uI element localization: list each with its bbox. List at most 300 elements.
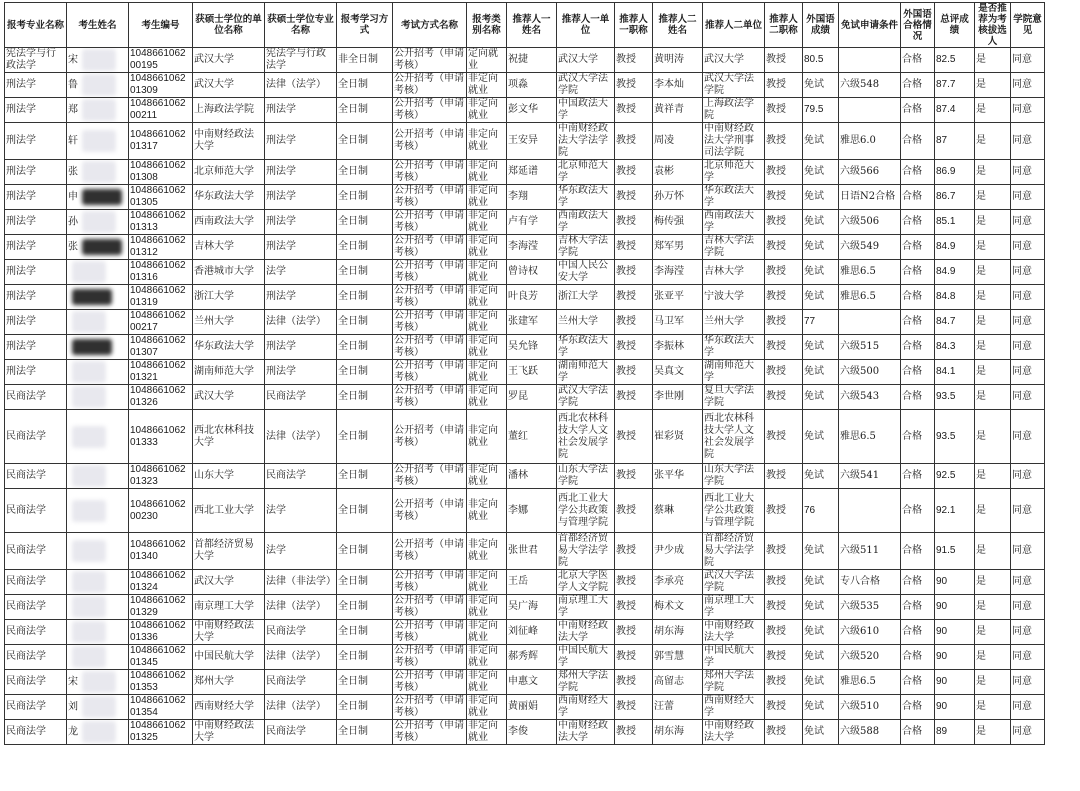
cell-ref1-name: 黄丽娟 [507, 695, 557, 720]
cell-major: 民商法学 [5, 620, 67, 645]
cell-ref2-unit: 中南财经政法大学刑事司法学院 [703, 123, 765, 160]
table-row [5, 695, 1045, 720]
col-recommended-header: 是否推荐为考核拔选人 [975, 3, 1011, 48]
cell-ref2-unit: 西北工业大学公共政策与管理学院 [703, 489, 765, 533]
cell-recommended: 是 [975, 464, 1011, 489]
cell-study-mode: 全日制 [337, 720, 393, 745]
cell-ref1-title: 教授 [615, 489, 653, 533]
cell-ref2-name: 郭雪慧 [653, 645, 703, 670]
cell-ref1-title: 教授 [615, 570, 653, 595]
cell-college-opinion: 同意 [1011, 645, 1045, 670]
cell-category: 非定向就业 [467, 595, 507, 620]
cell-study-mode: 全日制 [337, 695, 393, 720]
cell-exempt-cond [839, 98, 901, 123]
cell-exam-id: 104866106201353 [129, 670, 193, 695]
cell-exempt-cond: 六级588 [839, 720, 901, 745]
cell-degree-major: 刑法学 [265, 98, 337, 123]
cell-exam-method: 公开招考（申请考核） [393, 620, 467, 645]
cell-college-opinion: 同意 [1011, 98, 1045, 123]
cell-study-mode: 全日制 [337, 570, 393, 595]
cell-category: 非定向就业 [467, 385, 507, 410]
cell-ref1-unit: 北京大学医学人文学院 [557, 570, 615, 595]
cell-degree-school: 山东大学 [193, 464, 265, 489]
cell-degree-major: 法律（法学） [265, 410, 337, 464]
cell-exempt-cond: 雅思6.0 [839, 123, 901, 160]
cell-degree-school: 华东政法大学 [193, 185, 265, 210]
cell-ref2-title: 教授 [765, 720, 803, 745]
cell-foreign-pass: 合格 [901, 123, 935, 160]
cell-study-mode: 全日制 [337, 533, 393, 570]
cell-exam-id: 104866106201309 [129, 73, 193, 98]
cell-student-name [67, 464, 129, 489]
cell-degree-major: 刑法学 [265, 335, 337, 360]
cell-ref1-unit: 首都经济贸易大学法学院 [557, 533, 615, 570]
cell-ref2-unit: 湖南师范大学 [703, 360, 765, 385]
table-row [5, 160, 1045, 185]
cell-major: 刑法学 [5, 310, 67, 335]
cell-ref1-name: 王飞跃 [507, 360, 557, 385]
cell-exempt-cond: 雅思6.5 [839, 285, 901, 310]
cell-ref1-title: 教授 [615, 695, 653, 720]
cell-exam-method: 公开招考（申请考核） [393, 98, 467, 123]
cell-degree-school: 兰州大学 [193, 310, 265, 335]
cell-foreign-pass: 合格 [901, 260, 935, 285]
cell-foreign-score: 免试 [803, 335, 839, 360]
cell-foreign-pass: 合格 [901, 533, 935, 570]
cell-foreign-score: 免试 [803, 595, 839, 620]
cell-college-opinion: 同意 [1011, 48, 1045, 73]
cell-degree-major: 民商法学 [265, 464, 337, 489]
cell-degree-major: 宪法学与行政法学 [265, 48, 337, 73]
col-ref1-unit-header: 推荐人一单位 [557, 3, 615, 48]
cell-study-mode: 全日制 [337, 235, 393, 260]
table-row [5, 123, 1045, 160]
cell-recommended: 是 [975, 310, 1011, 335]
cell-ref2-title: 教授 [765, 620, 803, 645]
cell-recommended: 是 [975, 123, 1011, 160]
cell-college-opinion: 同意 [1011, 670, 1045, 695]
redaction-blur [82, 696, 116, 718]
redaction-blur [82, 99, 116, 121]
cell-recommended: 是 [975, 360, 1011, 385]
cell-ref2-unit: 中南财经政法大学 [703, 720, 765, 745]
cell-degree-major: 刑法学 [265, 235, 337, 260]
table-row [5, 489, 1045, 533]
cell-degree-school: 西北工业大学 [193, 489, 265, 533]
cell-total-score: 90 [935, 670, 975, 695]
cell-ref2-title: 教授 [765, 464, 803, 489]
cell-degree-major: 刑法学 [265, 285, 337, 310]
cell-ref2-title: 教授 [765, 210, 803, 235]
cell-exam-id: 104866106200217 [129, 310, 193, 335]
cell-foreign-pass: 合格 [901, 185, 935, 210]
student-name-text: 刘 [68, 701, 78, 713]
cell-degree-major: 刑法学 [265, 160, 337, 185]
col-foreign-pass-header: 外国语合格情况 [901, 3, 935, 48]
cell-ref1-title: 教授 [615, 385, 653, 410]
cell-ref1-name: 潘林 [507, 464, 557, 489]
cell-ref2-unit: 武汉大学法学院 [703, 73, 765, 98]
cell-study-mode: 全日制 [337, 185, 393, 210]
cell-category: 非定向就业 [467, 285, 507, 310]
cell-major: 刑法学 [5, 360, 67, 385]
cell-exam-id: 104866106201316 [129, 260, 193, 285]
cell-study-mode: 全日制 [337, 98, 393, 123]
cell-ref1-title: 教授 [615, 160, 653, 185]
cell-college-opinion: 同意 [1011, 235, 1045, 260]
cell-exam-id: 104866106201317 [129, 123, 193, 160]
cell-degree-school: 吉林大学 [193, 235, 265, 260]
cell-study-mode: 全日制 [337, 464, 393, 489]
cell-degree-major: 法学 [265, 489, 337, 533]
cell-degree-school: 南京理工大学 [193, 595, 265, 620]
cell-ref2-name: 胡东海 [653, 720, 703, 745]
cell-ref2-unit: 郑州大学法学院 [703, 670, 765, 695]
cell-exempt-cond: 六级515 [839, 335, 901, 360]
table-row [5, 73, 1045, 98]
cell-foreign-pass: 合格 [901, 645, 935, 670]
cell-exam-id: 104866106200230 [129, 489, 193, 533]
cell-total-score: 87.7 [935, 73, 975, 98]
col-college-opinion-header: 学院意见 [1011, 3, 1045, 48]
cell-study-mode: 全日制 [337, 123, 393, 160]
table-row [5, 385, 1045, 410]
cell-exam-id: 104866106201354 [129, 695, 193, 720]
cell-college-opinion: 同意 [1011, 210, 1045, 235]
cell-major: 民商法学 [5, 410, 67, 464]
cell-ref1-name: 李娜 [507, 489, 557, 533]
cell-exempt-cond: 六级549 [839, 235, 901, 260]
col-ref2-name-header: 推荐人二姓名 [653, 3, 703, 48]
student-name-text: 郑 [68, 104, 78, 116]
cell-ref1-title: 教授 [615, 645, 653, 670]
cell-exam-method: 公开招考（申请考核） [393, 570, 467, 595]
cell-category: 非定向就业 [467, 335, 507, 360]
cell-degree-school: 浙江大学 [193, 285, 265, 310]
cell-major: 民商法学 [5, 570, 67, 595]
cell-degree-school: 西南政法大学 [193, 210, 265, 235]
header-row [5, 3, 1045, 48]
cell-ref2-unit: 兰州大学 [703, 310, 765, 335]
cell-category: 非定向就业 [467, 123, 507, 160]
cell-degree-major: 民商法学 [265, 385, 337, 410]
cell-college-opinion: 同意 [1011, 695, 1045, 720]
cell-exam-method: 公开招考（申请考核） [393, 720, 467, 745]
cell-college-opinion: 同意 [1011, 720, 1045, 745]
cell-degree-major: 民商法学 [265, 670, 337, 695]
cell-degree-major: 法律（法学） [265, 73, 337, 98]
redaction-blur [82, 671, 116, 693]
cell-student-name [67, 185, 129, 210]
cell-foreign-pass: 合格 [901, 695, 935, 720]
cell-exempt-cond: 雅思6.5 [839, 260, 901, 285]
cell-degree-major: 民商法学 [265, 720, 337, 745]
cell-foreign-score: 免试 [803, 570, 839, 595]
cell-major: 刑法学 [5, 260, 67, 285]
cell-exam-id: 104866106201340 [129, 533, 193, 570]
cell-exempt-cond: 雅思6.5 [839, 410, 901, 464]
cell-ref1-title: 教授 [615, 533, 653, 570]
cell-college-opinion: 同意 [1011, 285, 1045, 310]
cell-exempt-cond: 六级510 [839, 695, 901, 720]
cell-total-score: 84.1 [935, 360, 975, 385]
table-row [5, 285, 1045, 310]
cell-ref2-name: 黄明涛 [653, 48, 703, 73]
table-row [5, 670, 1045, 695]
cell-foreign-score: 免试 [803, 720, 839, 745]
cell-foreign-pass: 合格 [901, 160, 935, 185]
cell-ref2-title: 教授 [765, 185, 803, 210]
table-row [5, 620, 1045, 645]
cell-foreign-pass: 合格 [901, 235, 935, 260]
cell-foreign-pass: 合格 [901, 595, 935, 620]
cell-student-name [67, 595, 129, 620]
cell-degree-major: 法律（非法学） [265, 570, 337, 595]
cell-foreign-score: 免试 [803, 360, 839, 385]
redaction-blur [82, 130, 116, 152]
cell-exempt-cond: 六级543 [839, 385, 901, 410]
cell-student-name [67, 720, 129, 745]
col-total-score-header: 总评成绩 [935, 3, 975, 48]
cell-total-score: 89 [935, 720, 975, 745]
cell-ref2-title: 教授 [765, 260, 803, 285]
redaction-blur [72, 311, 106, 333]
cell-study-mode: 全日制 [337, 310, 393, 335]
cell-ref2-title: 教授 [765, 310, 803, 335]
redaction-blur [82, 161, 116, 183]
cell-ref2-name: 郑军男 [653, 235, 703, 260]
cell-exam-method: 公开招考（申请考核） [393, 645, 467, 670]
cell-exempt-cond: 专八合格 [839, 570, 901, 595]
cell-degree-major: 刑法学 [265, 185, 337, 210]
redaction-blur [72, 261, 106, 283]
cell-ref2-name: 李世刚 [653, 385, 703, 410]
cell-ref1-unit: 兰州大学 [557, 310, 615, 335]
cell-total-score: 86.7 [935, 185, 975, 210]
cell-ref1-unit: 吉林大学法学院 [557, 235, 615, 260]
cell-exempt-cond: 六级535 [839, 595, 901, 620]
cell-degree-school: 中南财经政法大学 [193, 720, 265, 745]
cell-total-score: 90 [935, 645, 975, 670]
cell-degree-major: 刑法学 [265, 360, 337, 385]
redaction-blur [72, 540, 106, 562]
cell-college-opinion: 同意 [1011, 310, 1045, 335]
cell-exempt-cond: 六级511 [839, 533, 901, 570]
cell-total-score: 93.5 [935, 410, 975, 464]
cell-degree-major: 刑法学 [265, 210, 337, 235]
table-row [5, 210, 1045, 235]
cell-total-score: 84.8 [935, 285, 975, 310]
cell-total-score: 91.5 [935, 533, 975, 570]
cell-ref1-unit: 郑州大学法学院 [557, 670, 615, 695]
cell-major: 民商法学 [5, 385, 67, 410]
cell-major: 刑法学 [5, 123, 67, 160]
redaction-blur [72, 361, 106, 383]
cell-exam-method: 公开招考（申请考核） [393, 695, 467, 720]
cell-ref2-unit: 西南政法大学 [703, 210, 765, 235]
cell-exam-method: 公开招考（申请考核） [393, 335, 467, 360]
cell-exam-method: 公开招考（申请考核） [393, 489, 467, 533]
cell-exam-id: 104866106201307 [129, 335, 193, 360]
cell-ref1-unit: 中国民航大学 [557, 645, 615, 670]
cell-exam-id: 104866106201326 [129, 385, 193, 410]
cell-exam-method: 公开招考（申请考核） [393, 670, 467, 695]
cell-ref1-title: 教授 [615, 410, 653, 464]
cell-degree-major: 刑法学 [265, 123, 337, 160]
cell-ref2-title: 教授 [765, 570, 803, 595]
cell-degree-major: 法律（法学） [265, 645, 337, 670]
cell-ref1-unit: 华东政法大学 [557, 185, 615, 210]
student-name-text: 张 [68, 241, 78, 253]
cell-ref2-name: 袁彬 [653, 160, 703, 185]
cell-major: 民商法学 [5, 720, 67, 745]
cell-exam-method: 公开招考（申请考核） [393, 123, 467, 160]
cell-student-name [67, 620, 129, 645]
cell-ref2-title: 教授 [765, 123, 803, 160]
cell-major: 刑法学 [5, 285, 67, 310]
table-row [5, 570, 1045, 595]
cell-ref1-unit: 武汉大学 [557, 48, 615, 73]
redaction-blur [82, 74, 116, 96]
cell-exempt-cond: 六级506 [839, 210, 901, 235]
cell-ref1-unit: 湖南师范大学 [557, 360, 615, 385]
cell-ref1-title: 教授 [615, 235, 653, 260]
student-name-text: 申 [68, 191, 78, 203]
cell-total-score: 84.9 [935, 260, 975, 285]
cell-foreign-pass: 合格 [901, 570, 935, 595]
cell-foreign-pass: 合格 [901, 385, 935, 410]
cell-ref2-title: 教授 [765, 98, 803, 123]
col-category-header: 报考类别名称 [467, 3, 507, 48]
cell-study-mode: 全日制 [337, 489, 393, 533]
cell-ref1-name: 郝秀辉 [507, 645, 557, 670]
cell-exam-method: 公开招考（申请考核） [393, 235, 467, 260]
cell-exempt-cond: 六级520 [839, 645, 901, 670]
cell-exempt-cond [839, 48, 901, 73]
cell-student-name [67, 48, 129, 73]
cell-degree-school: 香港城市大学 [193, 260, 265, 285]
cell-category: 非定向就业 [467, 695, 507, 720]
cell-ref1-unit: 西南政法大学 [557, 210, 615, 235]
cell-exam-id: 104866106201329 [129, 595, 193, 620]
redaction-blur [82, 239, 122, 255]
cell-ref2-title: 教授 [765, 360, 803, 385]
cell-exam-id: 104866106201312 [129, 235, 193, 260]
cell-exam-id: 104866106200195 [129, 48, 193, 73]
cell-category: 非定向就业 [467, 260, 507, 285]
cell-ref1-title: 教授 [615, 285, 653, 310]
cell-foreign-pass: 合格 [901, 620, 935, 645]
cell-exam-id: 104866106201333 [129, 410, 193, 464]
cell-ref2-unit: 中南财经政法大学 [703, 620, 765, 645]
cell-total-score: 93.5 [935, 385, 975, 410]
cell-degree-school: 中南财经政法大学 [193, 620, 265, 645]
cell-recommended: 是 [975, 533, 1011, 570]
cell-ref2-name: 李本灿 [653, 73, 703, 98]
cell-category: 非定向就业 [467, 310, 507, 335]
cell-recommended: 是 [975, 620, 1011, 645]
cell-degree-school: 武汉大学 [193, 385, 265, 410]
cell-recommended: 是 [975, 670, 1011, 695]
redaction-blur [72, 386, 106, 408]
cell-foreign-pass: 合格 [901, 310, 935, 335]
cell-total-score: 84.9 [935, 235, 975, 260]
cell-category: 非定向就业 [467, 645, 507, 670]
cell-ref2-title: 教授 [765, 645, 803, 670]
cell-category: 非定向就业 [467, 533, 507, 570]
cell-degree-school: 上海政法学院 [193, 98, 265, 123]
cell-degree-school: 华东政法大学 [193, 335, 265, 360]
cell-major: 刑法学 [5, 73, 67, 98]
cell-ref1-title: 教授 [615, 670, 653, 695]
cell-student-name [67, 695, 129, 720]
col-major-header: 报考专业名称 [5, 3, 67, 48]
cell-ref1-name: 张世君 [507, 533, 557, 570]
cell-ref2-title: 教授 [765, 489, 803, 533]
cell-ref1-title: 教授 [615, 73, 653, 98]
cell-foreign-score: 免试 [803, 645, 839, 670]
cell-recommended: 是 [975, 410, 1011, 464]
cell-student-name [67, 670, 129, 695]
cell-exam-method: 公开招考（申请考核） [393, 533, 467, 570]
cell-category: 非定向就业 [467, 210, 507, 235]
cell-ref2-name: 梅术文 [653, 595, 703, 620]
cell-exam-id: 104866106201336 [129, 620, 193, 645]
col-degree-school-header: 获硕士学位的单位名称 [193, 3, 265, 48]
cell-college-opinion: 同意 [1011, 595, 1045, 620]
cell-ref2-unit: 宁波大学 [703, 285, 765, 310]
cell-ref2-name: 张平华 [653, 464, 703, 489]
cell-ref1-name: 李俊 [507, 720, 557, 745]
redaction-blur [72, 646, 106, 668]
cell-major: 民商法学 [5, 489, 67, 533]
cell-ref2-name: 蔡琳 [653, 489, 703, 533]
cell-recommended: 是 [975, 98, 1011, 123]
cell-study-mode: 全日制 [337, 670, 393, 695]
cell-ref1-unit: 西北工业大学公共政策与管理学院 [557, 489, 615, 533]
cell-recommended: 是 [975, 595, 1011, 620]
student-name-text: 轩 [68, 135, 78, 147]
cell-foreign-score: 免试 [803, 235, 839, 260]
col-ref1-title-header: 推荐人一职称 [615, 3, 653, 48]
cell-ref2-unit: 西南财经大学 [703, 695, 765, 720]
cell-category: 非定向就业 [467, 185, 507, 210]
cell-degree-school: 首都经济贸易大学 [193, 533, 265, 570]
cell-ref2-unit: 武汉大学 [703, 48, 765, 73]
cell-degree-school: 武汉大学 [193, 48, 265, 73]
cell-exempt-cond [839, 310, 901, 335]
cell-degree-school: 中南财经政法大学 [193, 123, 265, 160]
col-ref2-title-header: 推荐人二职称 [765, 3, 803, 48]
cell-foreign-pass: 合格 [901, 73, 935, 98]
cell-foreign-score: 免试 [803, 285, 839, 310]
cell-foreign-pass: 合格 [901, 335, 935, 360]
cell-ref2-title: 教授 [765, 695, 803, 720]
cell-ref2-unit: 山东大学法学院 [703, 464, 765, 489]
student-name-text: 宋 [68, 54, 78, 66]
cell-college-opinion: 同意 [1011, 464, 1045, 489]
cell-ref1-name: 张建军 [507, 310, 557, 335]
redaction-blur [82, 49, 116, 71]
cell-recommended: 是 [975, 695, 1011, 720]
cell-ref1-title: 教授 [615, 260, 653, 285]
cell-college-opinion: 同意 [1011, 360, 1045, 385]
cell-category: 非定向就业 [467, 360, 507, 385]
cell-study-mode: 全日制 [337, 360, 393, 385]
cell-major: 民商法学 [5, 464, 67, 489]
cell-ref1-unit: 中南财经政法大学 [557, 720, 615, 745]
cell-degree-school: 北京师范大学 [193, 160, 265, 185]
